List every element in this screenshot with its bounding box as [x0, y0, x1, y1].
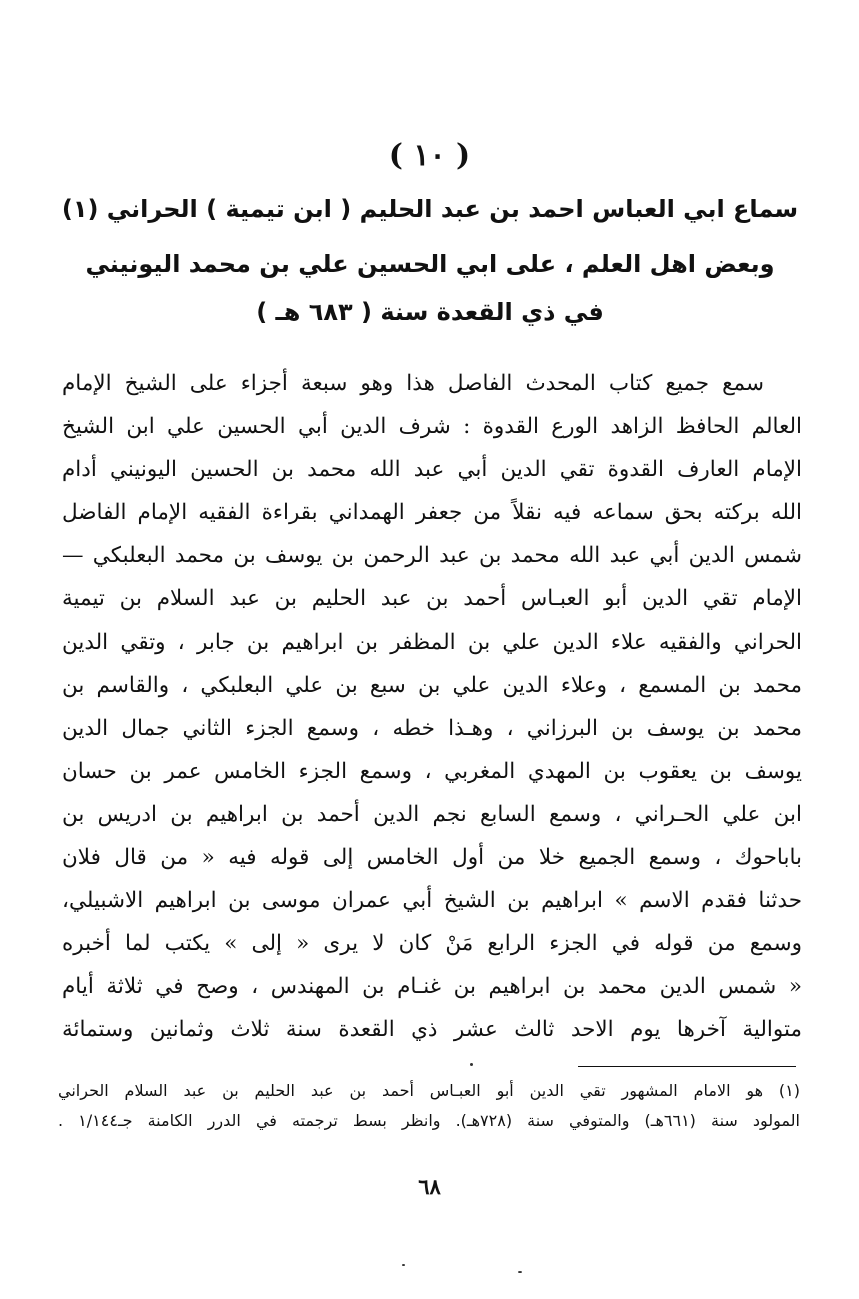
body-line: « شمس الدين محمد بن ابراهيم بن غنـام بن المهندس ، وصح في ثلاثة أيام	[62, 974, 802, 1000]
body-line: سمع جميع كتاب المحدث الفاصل هذا وهو سبعة أجزاء على الشيخ الإمام	[62, 371, 764, 396]
footnote-line: المولود سنة (٦٦١هـ) والمتوفي سنة (٧٢٨هـ). وانظر بسط ترجمته في الدرر الكامنة جـ١/١٤٤ .	[58, 1111, 800, 1130]
body-text	[62, 362, 802, 1052]
section-number: ( ١٠ )	[388, 138, 471, 173]
body-line: باباحوك ، وسمع الجميع خلا من أول الخامس إلى قوله فيه « من قال فلان	[62, 845, 802, 871]
page-number: ٦٨	[418, 1174, 441, 1199]
print-speck	[518, 1271, 522, 1273]
heading-line-1: سماع ابي العباس احمد بن عبد الحليم ( ابن تيمية ) الحراني (١)	[61, 195, 799, 223]
body-line: محمد بن المسمع ، وعلاء الدين علي بن سبع بن علي البعلبكي ، والقاسم بن	[62, 672, 802, 698]
footnote-line: (١) هو الامام المشهور تقي الدين أبو العبـاس أحمد بن عبد الحليم بن عبد السلام الحراني	[58, 1081, 800, 1100]
body-line: وسمع من قوله في الجزء الرابع مَنْ كان لا يرى « إلى » يكتب لما أخبره	[62, 931, 802, 957]
footnote-divider	[578, 1066, 796, 1067]
body-line: يوسف بن يعقوب بن المهدي المغربي ، وسمع الجزء الخامس عمر بن حسان	[62, 758, 802, 784]
body-line: محمد بن يوسف بن البرزاني ، وهـذا خطه ، وسمع الجزء الثاني جمال الدين	[62, 715, 802, 741]
body-line: الإمام تقي الدين أبو العبـاس أحمد بن عبد الحليم بن عبد السلام بن تيمية	[62, 586, 802, 612]
body-line: العالم الحافظ الزاهد الورع القدوة : شرف الدين أبي الحسين علي ابن الشيخ	[62, 414, 802, 440]
print-speck	[470, 1063, 473, 1066]
heading-line-2: وبعض اهل العلم ، على ابي الحسين علي بن محمد اليونيني	[85, 250, 775, 278]
body-line: ابن علي الحـراني ، وسمع السابع نجم الدين أحمد بن ابراهيم بن ادريس بن	[62, 801, 802, 827]
body-line: الإمام العارف القدوة تقي الدين أبي عبد الله محمد بن الحسين اليونيني أدام	[62, 457, 802, 483]
body-line: شمس الدين أبي عبد الله محمد بن عبد الرحمن بن يوسف بن محمد البعلبكي —	[62, 543, 802, 569]
body-line: الحراني والفقيه علاء الدين علي بن المظفر بن ابراهيم بن جابر ، وتقي الدين	[62, 629, 802, 655]
body-line: الله بركته بحق سماعه فيه نقلاً من جعفر الهمداني بقراءة الفقيه الإمام الفاضل	[62, 500, 802, 526]
print-speck	[402, 1264, 405, 1266]
heading-line-3: في ذي القعدة سنة ( ٦٨٣ هـ )	[256, 298, 604, 326]
body-line: حدثنا فقدم الاسم » ابراهيم بن الشيخ أبي عمران موسى بن ابراهيم الاشبيلي،	[62, 888, 802, 914]
body-line: متوالية آخرها يوم الاحد ثالث عشر ذي القعدة سنة ثلاث وثمانين وستمائة	[62, 1017, 802, 1043]
footnotes	[58, 1076, 800, 1136]
